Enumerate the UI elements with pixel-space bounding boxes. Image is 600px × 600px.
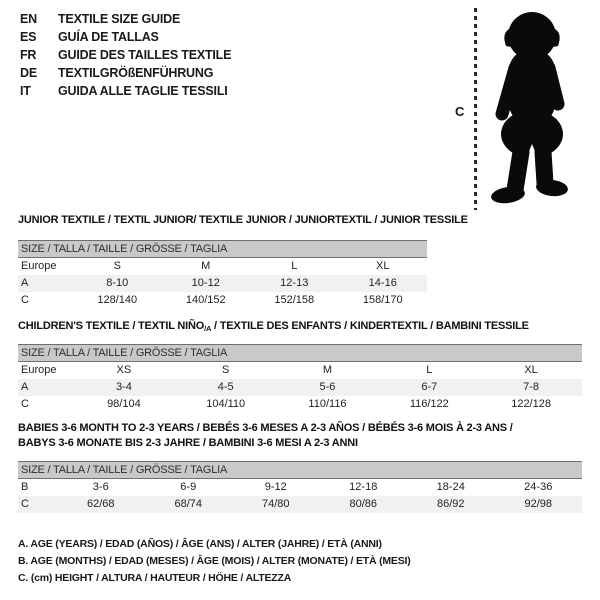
section-title-line1: BABIES 3-6 MONTH TO 2-3 YEARS / BEBÉS 3-6 MESES A 2-3 AÑOS / BÉBÉS 3-6 MOIS À 2-3 ANS / bbox=[18, 422, 513, 434]
language-row bbox=[20, 46, 231, 64]
section-title-subscript: /A bbox=[204, 324, 212, 333]
section-title-babies bbox=[18, 421, 513, 451]
table-cell: L bbox=[291, 260, 298, 272]
section-title-line2: BABYS 3-6 MONATE BIS 2-3 JAHRE / BAMBINI 3-6 MESI A 2-3 ANNI bbox=[18, 437, 358, 449]
table-cell: 140/152 bbox=[185, 294, 226, 306]
section-title-children bbox=[18, 319, 529, 336]
table-cell: 12-13 bbox=[280, 277, 309, 289]
size-header-bar: SIZE / TALLA / TAILLE / GRÖSSE / TAGLIA bbox=[18, 461, 582, 479]
junior-size-table bbox=[18, 240, 427, 309]
table-cell: 68/74 bbox=[174, 498, 203, 510]
language-title-list bbox=[20, 10, 231, 100]
table-cell: M bbox=[322, 364, 333, 376]
language-title: GUÍA DE TALLAS bbox=[58, 30, 159, 44]
section-title-text: CHILDREN'S TEXTILE / TEXTIL NIÑO bbox=[18, 320, 205, 332]
table-cell: XL bbox=[524, 364, 538, 376]
language-row bbox=[20, 82, 231, 100]
size-header-bar: SIZE / TALLA / TAILLE / GRÖSSE / TAGLIA bbox=[18, 240, 427, 258]
table-row bbox=[18, 379, 582, 396]
table-cell: 158/170 bbox=[362, 294, 403, 306]
height-label: C bbox=[455, 104, 465, 119]
row-label: B bbox=[21, 481, 29, 493]
table-cell: 24-36 bbox=[524, 481, 553, 493]
language-row bbox=[20, 10, 231, 28]
table-cell: 14-16 bbox=[368, 277, 397, 289]
language-code: FR bbox=[20, 48, 37, 62]
table-cell: S bbox=[113, 260, 121, 272]
table-cell: 74/80 bbox=[261, 498, 290, 510]
table-cell: 6-7 bbox=[421, 381, 438, 393]
table-cell: 80/86 bbox=[349, 498, 378, 510]
table-row bbox=[18, 362, 582, 379]
table-cell: 7-8 bbox=[523, 381, 540, 393]
language-code: ES bbox=[20, 30, 37, 44]
table-row bbox=[18, 479, 582, 496]
table-cell: 122/128 bbox=[511, 398, 551, 410]
table-cell: 62/68 bbox=[86, 498, 115, 510]
babies-size-table bbox=[18, 461, 582, 513]
language-title: TEXTILE SIZE GUIDE bbox=[58, 12, 181, 26]
table-cell: 92/98 bbox=[524, 498, 553, 510]
table-cell: XS bbox=[116, 364, 132, 376]
table-cell: 128/140 bbox=[97, 294, 138, 306]
table-cell: 86/92 bbox=[436, 498, 465, 510]
legend-line-b: B. AGE (MONTHS) / EDAD (MESES) / ÂGE (MOIS) / ALTER (MONATE) / ETÀ (MESI) bbox=[18, 555, 411, 567]
row-label: C bbox=[21, 498, 29, 510]
language-row bbox=[20, 28, 231, 46]
table-row bbox=[18, 496, 582, 513]
table-row bbox=[18, 275, 427, 292]
legend-line-a: A. AGE (YEARS) / EDAD (AÑOS) / ÂGE (ANS) / ALTER (JAHRE) / ETÀ (ANNI) bbox=[18, 538, 382, 550]
language-title: GUIDE DES TAILLES TEXTILE bbox=[58, 48, 232, 62]
table-cell: 98/104 bbox=[107, 398, 141, 410]
children-size-table bbox=[18, 344, 582, 413]
language-code: IT bbox=[20, 84, 31, 98]
table-cell: 152/158 bbox=[274, 294, 315, 306]
row-label: Europe bbox=[21, 364, 57, 376]
section-title-text: / TEXTILE DES ENFANTS / KINDERTEXTIL / BAMBINI TESSILE bbox=[211, 320, 529, 332]
language-title: GUIDA ALLE TAGLIE TESSILI bbox=[58, 84, 228, 98]
table-cell: 3-6 bbox=[92, 481, 109, 493]
row-label: C bbox=[21, 398, 29, 410]
row-label: A bbox=[21, 381, 29, 393]
table-cell: 3-4 bbox=[115, 381, 132, 393]
table-cell: 18-24 bbox=[436, 481, 465, 493]
table-cell: 104/110 bbox=[206, 398, 246, 410]
table-cell: M bbox=[201, 260, 211, 272]
size-header-bar: SIZE / TALLA / TAILLE / GRÖSSE / TAGLIA bbox=[18, 344, 582, 362]
baby-silhouette-icon bbox=[478, 6, 584, 208]
row-label: C bbox=[21, 294, 29, 306]
legend-line-c: C. (cm) HEIGHT / ALTURA / HAUTEUR / HÖHE / ALTEZZA bbox=[18, 572, 292, 584]
table-cell: 9-12 bbox=[264, 481, 287, 493]
table-row bbox=[18, 396, 582, 413]
table-cell: 12-18 bbox=[349, 481, 378, 493]
language-code: EN bbox=[20, 12, 37, 26]
row-label: A bbox=[21, 277, 29, 289]
table-cell: 5-6 bbox=[319, 381, 336, 393]
measurement-legend bbox=[18, 536, 411, 587]
language-code: DE bbox=[20, 66, 37, 80]
table-cell: S bbox=[222, 364, 230, 376]
table-row bbox=[18, 292, 427, 309]
table-row bbox=[18, 258, 427, 275]
table-cell: XL bbox=[376, 260, 390, 272]
table-cell: 10-12 bbox=[191, 277, 220, 289]
table-cell: 6-9 bbox=[180, 481, 197, 493]
section-title-junior: JUNIOR TEXTILE / TEXTIL JUNIOR/ TEXTILE JUNIOR / JUNIORTEXTIL / JUNIOR TESSILE bbox=[18, 214, 468, 226]
row-label: Europe bbox=[21, 260, 57, 272]
table-cell: 116/122 bbox=[409, 398, 449, 410]
table-cell: L bbox=[426, 364, 433, 376]
language-title: TEXTILGRÖßENFÜHRUNG bbox=[58, 66, 214, 80]
height-measure-dashed-line bbox=[474, 8, 477, 210]
table-cell: 4-5 bbox=[217, 381, 234, 393]
language-row bbox=[20, 64, 231, 82]
table-cell: 110/116 bbox=[308, 398, 347, 410]
table-cell: 8-10 bbox=[106, 277, 129, 289]
